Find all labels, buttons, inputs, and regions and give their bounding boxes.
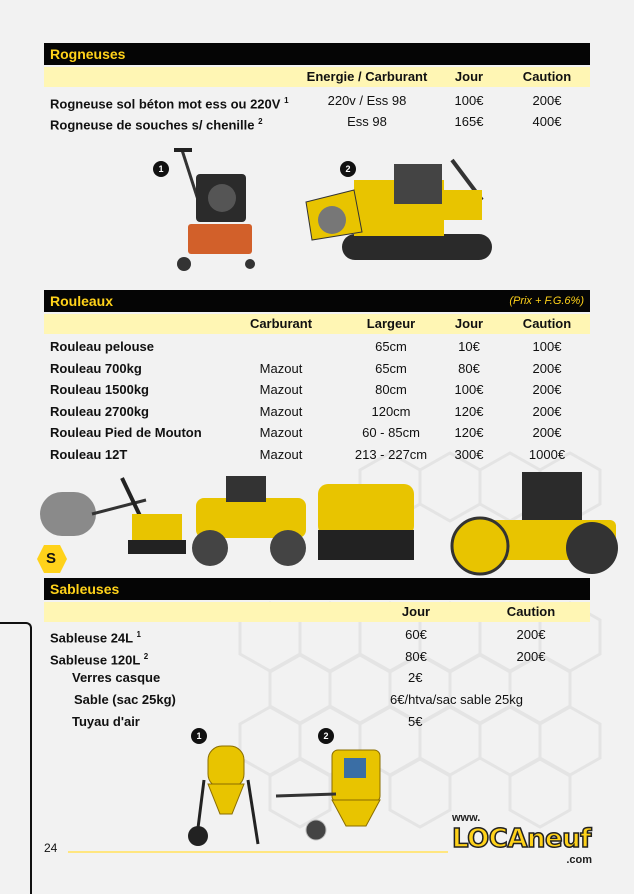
extra-name: Verres casque — [72, 670, 161, 685]
col-header-carburant: Carburant — [249, 316, 313, 331]
col-header-jour: Jour — [454, 69, 484, 84]
row-energie: 220v / Ess 98 — [327, 93, 407, 108]
row-carburant: Mazout — [259, 403, 303, 419]
sandblaster-24l-image — [184, 740, 268, 850]
row-caution: 1000€ — [528, 446, 566, 462]
left-edge-rule — [0, 622, 32, 894]
section-title-sableuses — [44, 578, 590, 600]
row-caution: 200€ — [532, 403, 562, 419]
section-title-text: Sableuses — [50, 581, 120, 597]
price-note: (Prix + F.G.6%) — [509, 295, 584, 307]
col-header-caution: Caution — [522, 316, 572, 331]
row-name: Rouleau 12T — [50, 446, 128, 462]
photo-marker: 2 — [340, 161, 356, 177]
row-jour: 10€ — [458, 339, 480, 354]
row-caution: 200€ — [532, 425, 562, 440]
col-header-energie: Energie / Carburant — [306, 69, 428, 84]
extra-name: Sable (sac 25kg) — [74, 692, 176, 707]
row-name: Rogneuse sol béton mot ess ou 220V $^1$ — [50, 96, 289, 112]
section-letter: S — [46, 550, 57, 567]
row-name: Rouleau Pied de Mouton — [50, 425, 202, 440]
row-caution: 200€ — [532, 93, 562, 108]
row-name: Rouleau 700kg — [50, 360, 142, 376]
row-caution: 200€ — [532, 360, 562, 376]
logo-main: LOCAneuf — [452, 824, 591, 854]
extra-jour: 5€ — [408, 714, 423, 729]
row-caution: 100€ — [532, 339, 562, 354]
row-carburant: Mazout — [259, 360, 303, 376]
row-energie: Ess 98 — [347, 114, 387, 129]
row-jour: 80€ — [458, 360, 480, 376]
row-jour: 80€ — [405, 649, 427, 664]
row-name: Sableuse 120L $^2$ — [50, 652, 149, 668]
row-name: Rouleau 2700kg — [50, 403, 149, 419]
col-header-jour: Jour — [454, 316, 484, 331]
row-carburant: Mazout — [259, 425, 303, 440]
logo-com: .com — [566, 854, 592, 866]
section-title-text: Rouleaux — [50, 293, 114, 309]
row-jour: 120€ — [454, 425, 484, 440]
photo-marker: 1 — [153, 161, 169, 177]
col-header-jour: Jour — [401, 604, 431, 619]
page-number: 24 — [44, 841, 58, 855]
extra-name: Tuyau d'air — [72, 714, 140, 729]
footer-rule — [68, 851, 448, 853]
row-carburant: Mazout — [259, 446, 303, 462]
section-title-rouleaux — [44, 290, 590, 312]
row-largeur: 80cm — [375, 382, 407, 397]
row-largeur: 60 - 85cm — [362, 425, 420, 440]
sandblaster-120l-image — [272, 742, 388, 848]
row-caution: 200€ — [532, 382, 562, 397]
locaneuf-logo — [452, 812, 592, 870]
col-header-caution: Caution — [522, 69, 572, 84]
row-largeur: 213 - 227cm — [354, 446, 428, 462]
photo-marker: 2 — [318, 728, 334, 744]
row-jour: 300€ — [454, 446, 484, 462]
row-caution: 200€ — [516, 627, 546, 642]
stump-grinder-image — [302, 150, 498, 276]
rollers-image-strip — [36, 470, 634, 580]
extra-jour: 6€/htva/sac sable 25kg — [390, 692, 523, 707]
row-largeur: 120cm — [371, 403, 411, 419]
row-name: Rouleau 1500kg — [50, 382, 149, 397]
row-name: Rouleau pelouse — [50, 339, 155, 354]
extra-jour: 2€ — [408, 670, 423, 685]
row-jour: 60€ — [405, 627, 427, 642]
photo-marker: 1 — [191, 728, 207, 744]
col-header-caution: Caution — [506, 604, 556, 619]
row-jour: 100€ — [454, 382, 484, 397]
concrete-grinder-image — [170, 146, 260, 276]
row-largeur: 65cm — [375, 360, 407, 376]
header-band-rouleaux — [44, 314, 590, 334]
row-name: Sableuse 24L $^1$ — [50, 630, 141, 646]
section-title-rogneuses — [44, 43, 590, 65]
logo-www: www. — [452, 812, 481, 824]
row-jour: 165€ — [454, 114, 484, 129]
row-largeur: 65cm — [375, 339, 407, 354]
row-caution: 400€ — [532, 114, 562, 129]
section-title-text: Rogneuses — [50, 46, 126, 62]
row-caution: 200€ — [516, 649, 546, 664]
row-carburant: Mazout — [259, 382, 303, 397]
col-header-largeur: Largeur — [366, 316, 416, 331]
row-name: Rogneuse de souches s/ chenille $^2$ — [50, 117, 263, 133]
row-jour: 100€ — [454, 93, 484, 108]
row-jour: 120€ — [454, 403, 484, 419]
